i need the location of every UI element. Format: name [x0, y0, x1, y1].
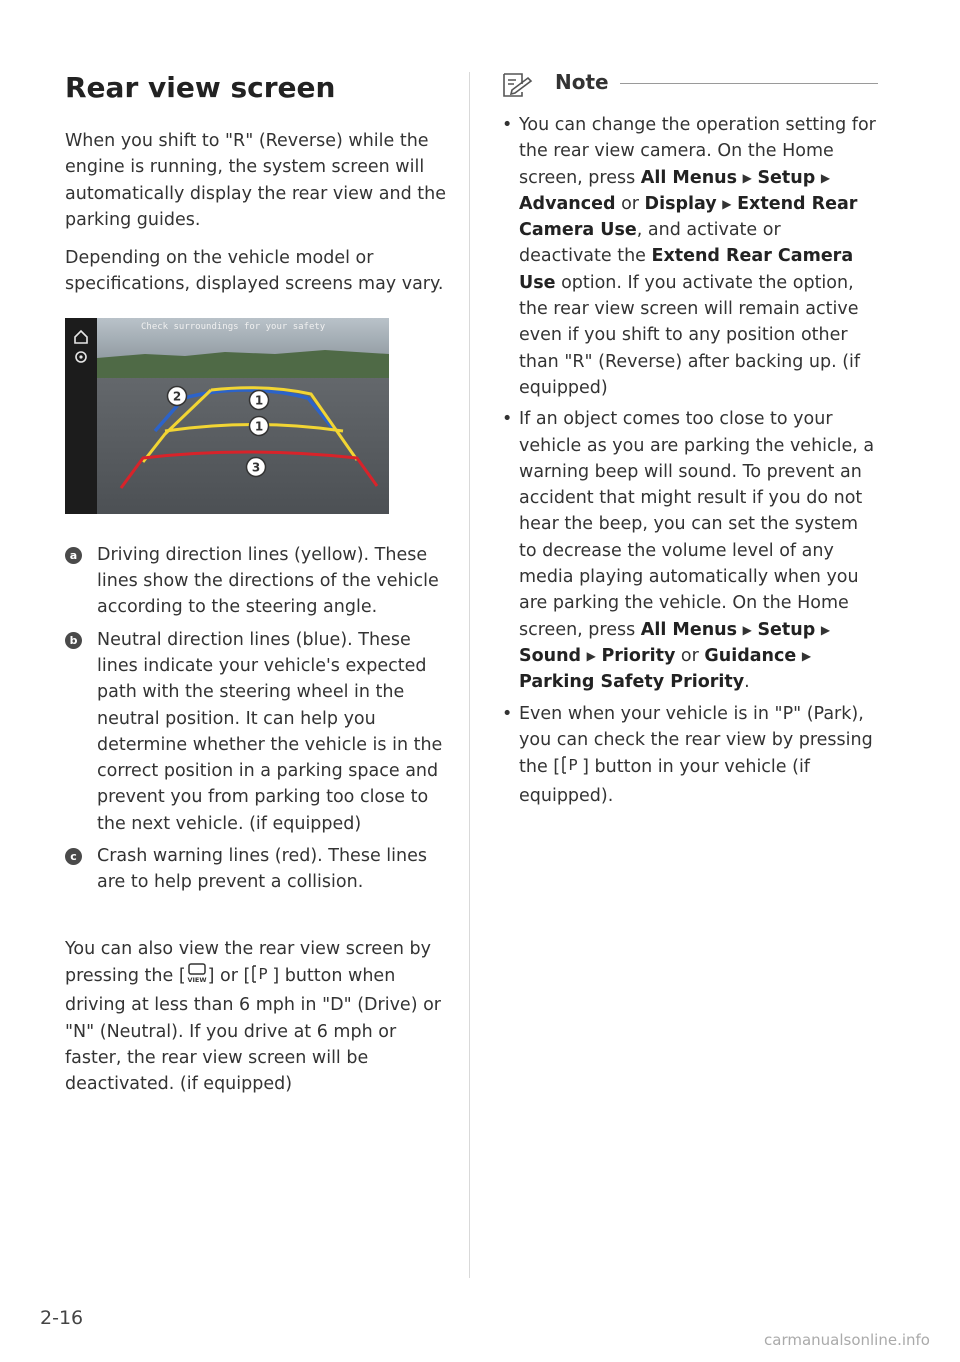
svg-text:1: 1 [254, 393, 264, 408]
note-column [500, 66, 878, 815]
note-header [500, 66, 878, 106]
legend-marker: a [65, 547, 82, 564]
legend-text: Driving direction lines (yellow). These lines show the directions of the vehicle according to the steering angle. [97, 544, 439, 618]
callout-3 [247, 457, 266, 476]
note-item-warning-beep: • If an object comes too close to your vehicle as you are parking the vehicle, a warning beep will sound. To prevent an accident that might result if you do not hear the beep, you can set the system to decrease the volume level of any media playing automatically when you are parking the vehicle. On the Home screen, press All Menus ▶ Setup ▶ Sound ▶ Priority or Guidance ▶ Parking Safety Priority. [500, 406, 878, 695]
rear-view-camera-figure [65, 318, 389, 514]
view-button-icon [186, 962, 208, 992]
page-title: Rear view screen [65, 71, 336, 104]
legend-marker: b [65, 632, 82, 649]
side-menu-panel [65, 318, 97, 514]
left-column [65, 66, 447, 1109]
callout-1-lower [250, 416, 269, 435]
note-label: Note [555, 70, 609, 94]
parking-button-icon [560, 753, 582, 783]
figure-legend [65, 542, 447, 896]
svg-text:P: P [568, 756, 578, 775]
view-button-paragraph: You can also view the rear view screen by pressing the [ VIEW ] or [ P ] button when driving at less than 6 mph in "D" (Drive) or "N" (Neutral). If you drive at 6 mph or faster, the rear view screen will be deactivated. (if equipped) [65, 938, 441, 1095]
svg-text:3: 3 [251, 460, 261, 475]
svg-text:P: P [258, 964, 268, 983]
rear-view-illustration [65, 318, 389, 514]
parking-button-icon [250, 962, 272, 992]
legend-marker: c [65, 848, 82, 865]
intro-paragraph-2: Depending on the vehicle model or specifications, displayed screens may vary. [65, 248, 444, 295]
callout-1-upper [250, 390, 269, 409]
legend-item-neutral-lines [65, 627, 447, 837]
svg-text:2: 2 [172, 389, 182, 404]
watermark: carmanualsonline.info [764, 1331, 930, 1349]
column-divider [469, 72, 470, 1278]
note-item-camera-setting: • You can change the operation setting for the rear view camera. On the Home screen, press All Menus ▶ Setup ▶ Advanced or Display ▶ Extend Rear Camera Use, and activate or deactivate the Extend Rear Camera Use option. If you activate the option, the rear view screen will remain active even if you shift to any position other than "R" (Reverse) after backing up. (if equipped) [500, 112, 878, 401]
note-rule [620, 83, 878, 84]
legend-item-crash-lines [65, 843, 447, 896]
legend-item-driving-lines [65, 542, 447, 621]
page-number: 2-16 [40, 1307, 84, 1329]
callout-2 [168, 386, 187, 405]
note-item-park-view: • Even when your vehicle is in "P" (Park), you can check the rear view by pressing the [ P ] button in your vehicle (if equipped). [500, 701, 878, 810]
svg-text:1: 1 [254, 419, 264, 434]
legend-text: Crash warning lines (red). These lines are to help prevent a collision. [97, 846, 427, 893]
note-list [500, 112, 878, 810]
note-pencil-icon [500, 70, 534, 104]
camera-banner: Check surroundings for your safety [141, 321, 326, 332]
intro-paragraph-1: When you shift to "R" (Reverse) while the engine is running, the system screen will automatically display the rear view and the parking guides. [65, 131, 446, 230]
svg-text:VIEW: VIEW [187, 975, 207, 984]
legend-text: Neutral direction lines (blue). These lines indicate your vehicle's expected path with the steering wheel in the neutral position. It can help you determine whether the vehicle is in the correct position in a parking space and prevent you from parking too close to the next vehicle. (if equipped) [97, 629, 443, 834]
